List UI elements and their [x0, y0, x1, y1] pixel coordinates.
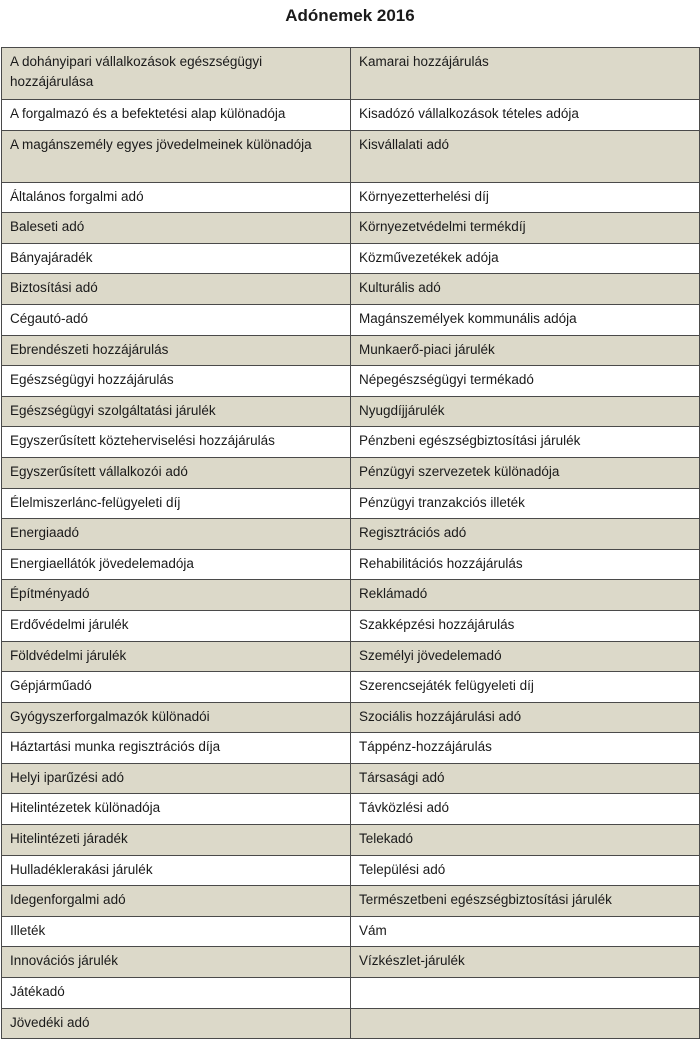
tax-cell-left: Hulladéklerakási járulék	[2, 855, 351, 886]
tax-cell-left: Biztosítási adó	[2, 274, 351, 305]
table-row	[2, 763, 700, 794]
tax-cell-left: Egyszerűsített vállalkozói adó	[2, 457, 351, 488]
tax-cell-right: Pénzügyi szervezetek különadója	[351, 457, 700, 488]
tax-cell-left: Egészségügyi szolgáltatási járulék	[2, 396, 351, 427]
table-row	[2, 641, 700, 672]
tax-cell-left: Általános forgalmi adó	[2, 182, 351, 213]
tax-cell-right: Szakképzési hozzájárulás	[351, 610, 700, 641]
tax-cell-right: Pénzbeni egészségbiztosítási járulék	[351, 427, 700, 458]
tax-cell-left: A forgalmazó és a befektetési alap különadója	[2, 100, 351, 131]
tax-cell-left: Háztartási munka regisztrációs díja	[2, 733, 351, 764]
tax-cell-right: Pénzügyi tranzakciós illeték	[351, 488, 700, 519]
table-row	[2, 702, 700, 733]
tax-cell-left: Gyógyszerforgalmazók különadói	[2, 702, 351, 733]
table-row	[2, 48, 700, 100]
tax-cell-left: Egyszerűsített közteherviselési hozzájárulás	[2, 427, 351, 458]
tax-cell-left: A dohányipari vállalkozások egészségügyi hozzájárulása	[2, 48, 351, 100]
table-row	[2, 213, 700, 244]
table-row	[2, 947, 700, 978]
tax-cell-left: Hitelintézetek különadója	[2, 794, 351, 825]
tax-cell-left: Energiaadó	[2, 519, 351, 550]
tax-cell-right: Kamarai hozzájárulás	[351, 48, 700, 100]
table-row	[2, 488, 700, 519]
tax-cell-right: Környezetvédelmi termékdíj	[351, 213, 700, 244]
table-row	[2, 130, 700, 182]
tax-cell-left: Jövedéki adó	[2, 1008, 351, 1039]
table-row	[2, 825, 700, 856]
tax-cell-right: Környezetterhelési díj	[351, 182, 700, 213]
table-row	[2, 396, 700, 427]
tax-cell-right: Társasági adó	[351, 763, 700, 794]
tax-cell-left: Energiaellátók jövedelemadója	[2, 549, 351, 580]
table-row	[2, 733, 700, 764]
tax-cell-right: Szerencsejáték felügyeleti díj	[351, 672, 700, 703]
table-row	[2, 549, 700, 580]
tax-cell-right: Nyugdíjjárulék	[351, 396, 700, 427]
tax-cell-right: Vízkészlet-járulék	[351, 947, 700, 978]
tax-cell-left: Játékadó	[2, 978, 351, 1009]
tax-cell-right: Népegészségügyi termékadó	[351, 366, 700, 397]
tax-cell-right: Munkaerő-piaci járulék	[351, 335, 700, 366]
table-row	[2, 519, 700, 550]
table-row	[2, 304, 700, 335]
tax-cell-left: Hitelintézeti járadék	[2, 825, 351, 856]
table-row	[2, 243, 700, 274]
tax-cell-right: Természetbeni egészségbiztosítási járulék	[351, 886, 700, 917]
tax-cell-right: Szociális hozzájárulási adó	[351, 702, 700, 733]
tax-cell-right: Reklámadó	[351, 580, 700, 611]
tax-cell-right: Személyi jövedelemadó	[351, 641, 700, 672]
tax-cell-right	[351, 978, 700, 1009]
table-row	[2, 580, 700, 611]
tax-cell-right	[351, 1008, 700, 1039]
table-row	[2, 457, 700, 488]
page-title: Adónemek 2016	[285, 6, 415, 25]
tax-cell-right: Kulturális adó	[351, 274, 700, 305]
table-row	[2, 794, 700, 825]
table-row	[2, 1008, 700, 1039]
table-row	[2, 274, 700, 305]
table-row	[2, 855, 700, 886]
tax-cell-left: Egészségügyi hozzájárulás	[2, 366, 351, 397]
table-row	[2, 427, 700, 458]
tax-cell-right: Rehabilitációs hozzájárulás	[351, 549, 700, 580]
tax-cell-right: Vám	[351, 916, 700, 947]
tax-cell-left: Helyi iparűzési adó	[2, 763, 351, 794]
tax-cell-right: Kisvállalati adó	[351, 130, 700, 182]
table-row	[2, 916, 700, 947]
tax-cell-right: Települési adó	[351, 855, 700, 886]
tax-cell-right: Távközlési adó	[351, 794, 700, 825]
tax-cell-left: Illeték	[2, 916, 351, 947]
table-row	[2, 182, 700, 213]
tax-cell-left: Cégautó-adó	[2, 304, 351, 335]
tax-cell-left: Baleseti adó	[2, 213, 351, 244]
tax-cell-left: Erdővédelmi járulék	[2, 610, 351, 641]
tax-cell-right: Magánszemélyek kommunális adója	[351, 304, 700, 335]
table-row	[2, 886, 700, 917]
tax-cell-left: Idegenforgalmi adó	[2, 886, 351, 917]
tax-types-table	[1, 47, 700, 1039]
table-row	[2, 335, 700, 366]
tax-cell-left: Bányajáradék	[2, 243, 351, 274]
tax-cell-left: Gépjárműadó	[2, 672, 351, 703]
tax-cell-left: Innovációs járulék	[2, 947, 351, 978]
table-row	[2, 610, 700, 641]
tax-cell-left: Építményadó	[2, 580, 351, 611]
tax-cell-left: Ebrendészeti hozzájárulás	[2, 335, 351, 366]
table-row	[2, 100, 700, 131]
table-row	[2, 978, 700, 1009]
tax-cell-right: Kisadózó vállalkozások tételes adója	[351, 100, 700, 131]
tax-cell-left: Élelmiszerlánc-felügyeleti díj	[2, 488, 351, 519]
tax-cell-right: Telekadó	[351, 825, 700, 856]
tax-cell-left: A magánszemély egyes jövedelmeinek különadója	[2, 130, 351, 182]
tax-cell-right: Táppénz-hozzájárulás	[351, 733, 700, 764]
tax-cell-left: Földvédelmi járulék	[2, 641, 351, 672]
table-row	[2, 672, 700, 703]
tax-cell-right: Regisztrációs adó	[351, 519, 700, 550]
tax-cell-right: Közművezetékek adója	[351, 243, 700, 274]
table-row	[2, 366, 700, 397]
